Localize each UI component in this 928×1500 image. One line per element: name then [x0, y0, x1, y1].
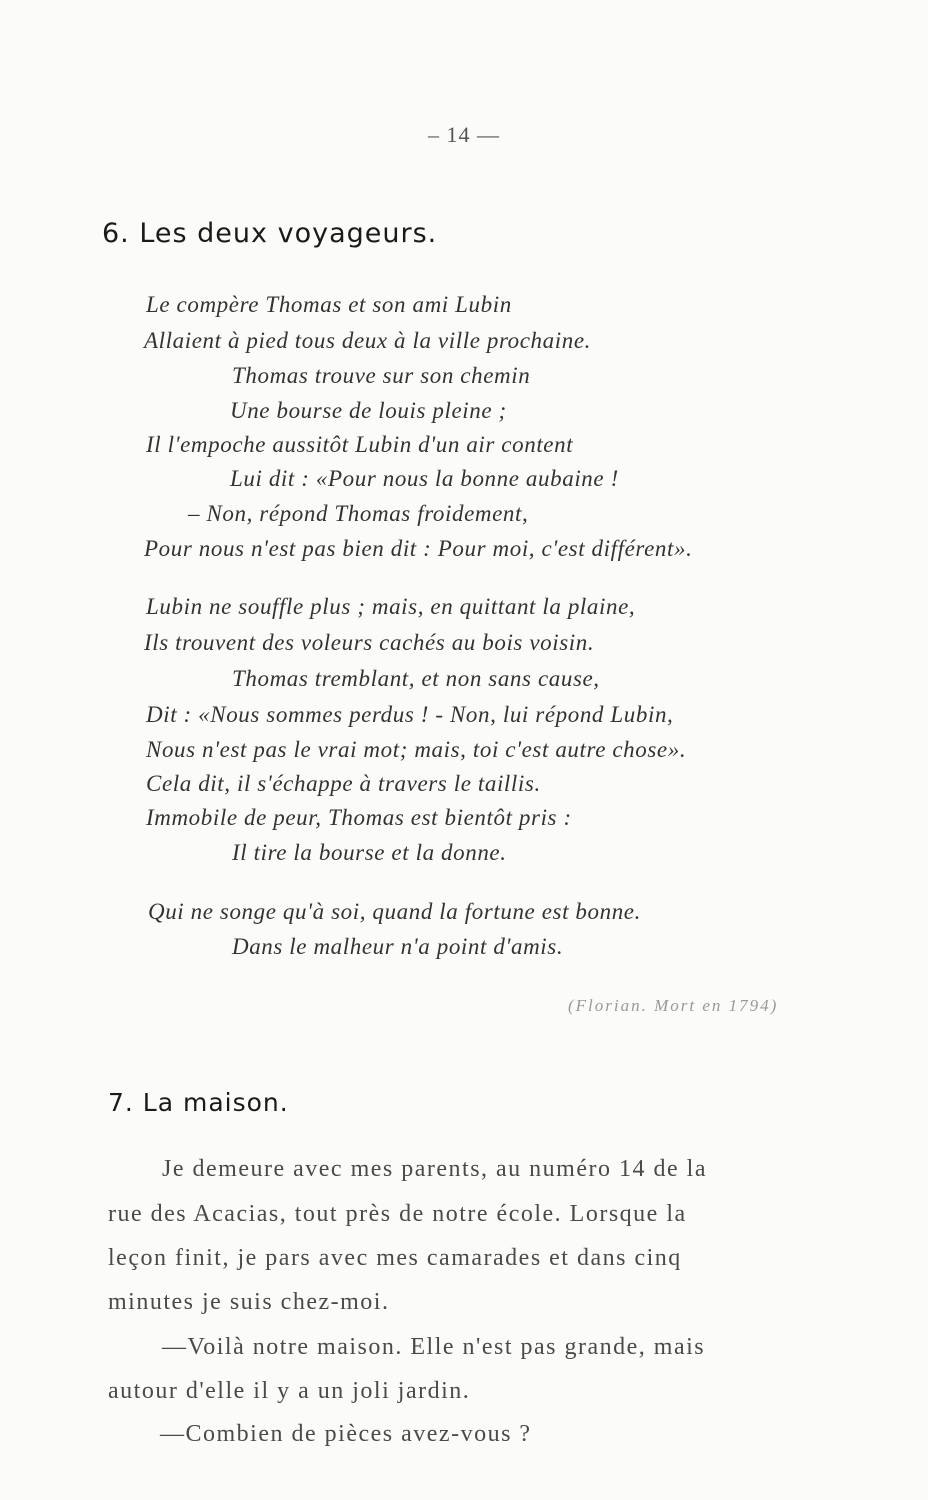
poem-line: Dit : «Nous sommes perdus ! - Non, lui répond Lubin,: [146, 702, 674, 727]
poem-line: Immobile de peur, Thomas est bientôt pris :: [146, 805, 572, 830]
prose-line: minutes je suis chez-moi.: [108, 1289, 390, 1315]
prose-line: leçon finit, je pars avec mes camarades et dans cinq: [108, 1245, 682, 1271]
poem-line: Il l'empoche aussitôt Lubin d'un air content: [146, 432, 574, 457]
poem-line: Le compère Thomas et son ami Lubin: [146, 292, 512, 317]
prose-line: —Voilà notre maison. Elle n'est pas grande, mais: [162, 1334, 706, 1360]
poem-title: 6. Les deux voyageurs.: [102, 218, 438, 249]
poem-line: Une bourse de louis pleine ;: [230, 398, 507, 423]
prose-line: autour d'elle il y a un joli jardin.: [108, 1378, 471, 1404]
poem-line: Il tire la bourse et la donne.: [232, 840, 507, 865]
poem-line: Qui ne songe qu'à soi, quand la fortune est bonne.: [148, 899, 641, 924]
section-title: 7. La maison.: [108, 1088, 289, 1117]
prose-line: Je demeure avec mes parents, au numéro 14 de la: [162, 1156, 707, 1182]
poem-line: Lubin ne souffle plus ; mais, en quittant la plaine,: [146, 594, 636, 619]
poem-line: Thomas trouve sur son chemin: [232, 363, 531, 388]
poem-line: Thomas tremblant, et non sans cause,: [232, 666, 600, 691]
poem-line: Allaient à pied tous deux à la ville prochaine.: [144, 328, 592, 353]
poem-line: Dans le malheur n'a point d'amis.: [232, 934, 564, 959]
prose-line: —Combien de pièces avez-vous ?: [160, 1421, 532, 1447]
page-number: – 14 —: [428, 122, 500, 147]
poem-line: Lui dit : «Pour nous la bonne aubaine !: [230, 466, 619, 491]
poem-line: Ils trouvent des voleurs cachés au bois voisin.: [144, 630, 595, 655]
poem-attribution: (Florian. Mort en 1794): [568, 996, 779, 1015]
poem-line: Pour nous n'est pas bien dit : Pour moi, c'est différent».: [144, 536, 693, 561]
poem-line: – Non, répond Thomas froidement,: [188, 501, 529, 526]
prose-line: rue des Acacias, tout près de notre école. Lorsque la: [108, 1201, 687, 1227]
poem-line: Cela dit, il s'échappe à travers le taillis.: [146, 771, 541, 796]
poem-line: Nous n'est pas le vrai mot; mais, toi c'est autre chose».: [146, 737, 687, 762]
